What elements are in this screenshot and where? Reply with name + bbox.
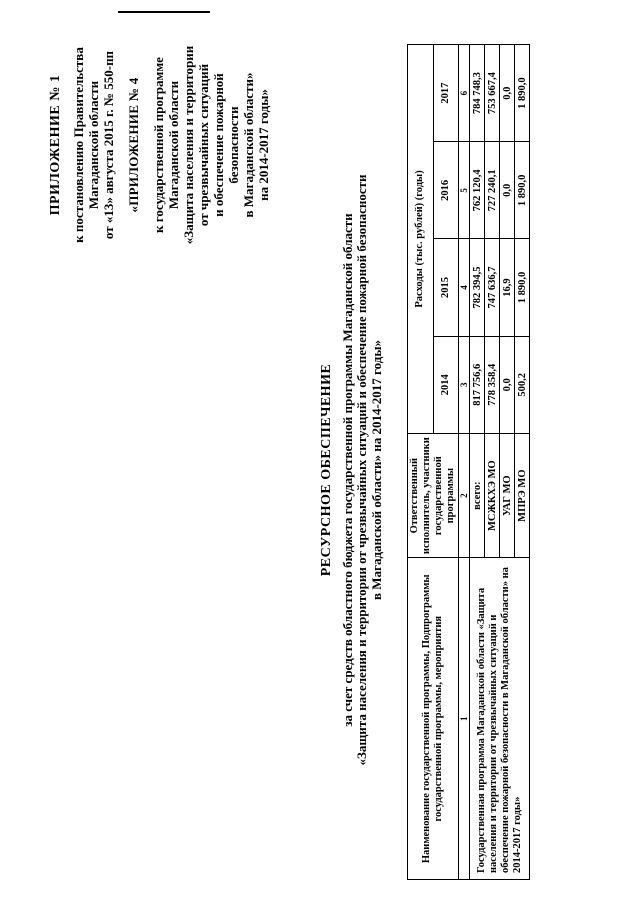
value-cell: 0,0 <box>500 142 515 239</box>
appendix-sub-line: Магаданской области <box>166 80 181 210</box>
heading-line: «Защита населения и территории от чрезвычайных ситуаций и обеспечение пожарной безопасности <box>354 174 369 766</box>
value-cell: 500,2 <box>515 336 530 433</box>
column-number: 6 <box>459 45 470 142</box>
appendix-block <box>48 15 271 275</box>
header-year: 2016 <box>433 142 459 239</box>
value-cell: 0,0 <box>500 336 515 433</box>
header-year: 2017 <box>433 45 459 142</box>
appendix-sub-line: в Магаданской области» <box>241 72 256 218</box>
value-cell: 784 748,3 <box>470 45 485 142</box>
appendix-sub-line: и обеспечение пожарной <box>211 73 226 217</box>
value-cell: 782 394,5 <box>470 239 485 336</box>
appendix-line: Магаданской области <box>86 80 101 210</box>
value-cell: 16,9 <box>500 239 515 336</box>
appendix-sub-line: безопасности <box>226 106 241 184</box>
value-cell: 762 120,4 <box>470 142 485 239</box>
value-cell: 0,0 <box>500 45 515 142</box>
value-cell: 1 890,0 <box>515 239 530 336</box>
value-cell: 778 358,4 <box>485 336 500 433</box>
appendix-title: ПРИЛОЖЕНИЕ № 1 <box>48 74 63 216</box>
column-number-row <box>459 45 470 880</box>
value-cell: 727 240,1 <box>485 142 500 239</box>
appendix-sub-line: «Защита населения и территории <box>181 45 196 245</box>
value-cell: 753 667,4 <box>485 45 500 142</box>
program-name-cell: Государственная программа Магаданской области «Защита населения и территории от чрезвычайных ситуаций и обеспечение пожарной безопасности в Магаданской области» на 2014-2017 годы» <box>470 558 530 880</box>
resource-table <box>407 44 530 880</box>
heading-line: в Магаданской области» на 2014-2017 годы» <box>368 340 384 600</box>
value-cell: 747 636,7 <box>485 239 500 336</box>
header-year: 2015 <box>433 239 459 336</box>
rotated-page <box>20 10 580 890</box>
column-number: 3 <box>459 336 470 433</box>
value-cell: 817 756,6 <box>470 336 485 433</box>
column-number: 2 <box>459 433 470 558</box>
column-number: 1 <box>459 558 470 880</box>
document-heading <box>320 110 384 830</box>
value-cell: 1 890,0 <box>515 142 530 239</box>
appendix-sub-line: от чрезвычайных ситуаций <box>196 63 211 227</box>
executor-cell: МСЖКХЭ МО <box>485 433 500 558</box>
document-title: РЕСУРСНОЕ ОБЕСПЕЧЕНИЕ <box>319 363 334 577</box>
header-name: Наименование государственной программы, Подпрограммы государственной программы, мероприятия <box>408 558 459 880</box>
header-executor: Ответственный исполнитель, участники государственной программы <box>408 433 459 558</box>
table-row <box>470 45 485 880</box>
appendix-line: к постановлению Правительства <box>71 47 86 243</box>
header-expenses: Расходы (тыс. рублей) (годы) <box>408 45 434 434</box>
executor-cell: УАГ МО <box>500 433 515 558</box>
column-number: 5 <box>459 142 470 239</box>
header-year: 2014 <box>433 336 459 433</box>
heading-line: за счет средств областного бюджета государственной программы Магаданской области <box>339 213 355 727</box>
appendix-subtitle: «ПРИЛОЖЕНИЕ № 4 <box>126 77 141 213</box>
column-number: 4 <box>459 239 470 336</box>
appendix-sub-line: на 2014-2017 годы» <box>256 89 271 201</box>
appendix-line: от «13» августа 2015 г. № 550-пп <box>101 50 116 240</box>
executor-cell: МПРЭ МО <box>515 433 530 558</box>
executor-cell: всего: <box>470 433 485 558</box>
value-cell: 1 890,0 <box>515 45 530 142</box>
table-header-row <box>408 45 434 880</box>
appendix-sub-line: к государственной программе <box>151 57 166 233</box>
